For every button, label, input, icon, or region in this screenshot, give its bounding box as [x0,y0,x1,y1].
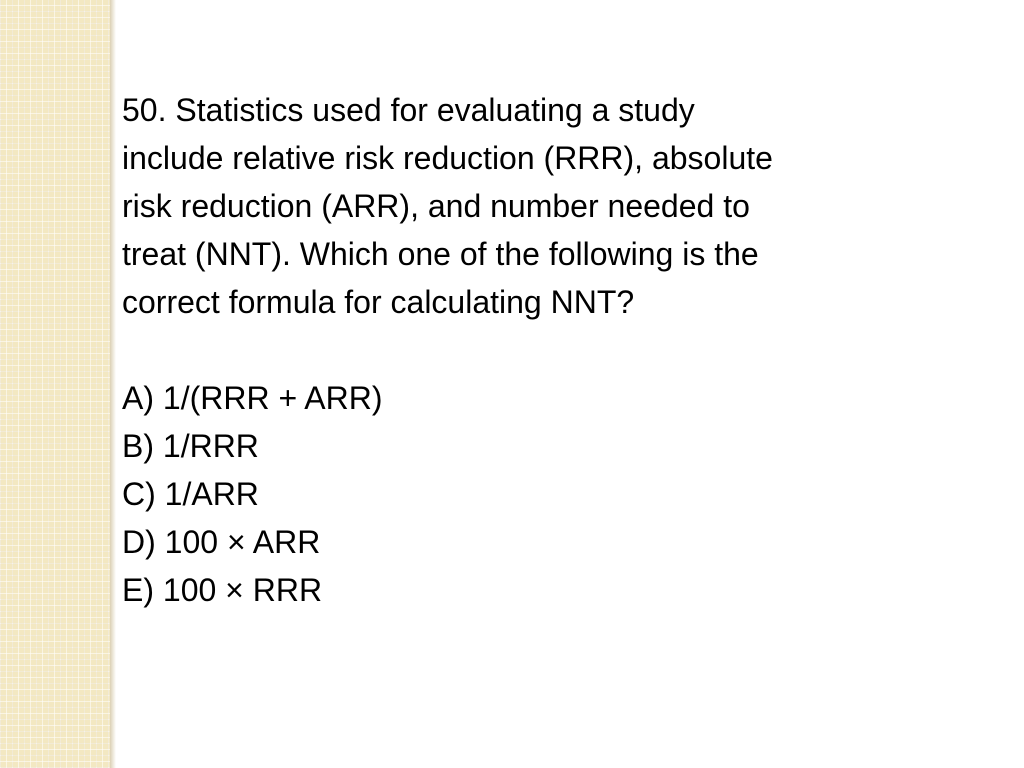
question-line: correct formula for calculating NNT? [122,284,635,320]
question-line: treat (NNT). Which one of the following is the [122,236,759,272]
question-line: 50. Statistics used for evaluating a study [122,92,695,128]
question-line: risk reduction (ARR), and number needed to [122,188,750,224]
answer-option-b: B) 1/RRR [122,428,259,464]
answer-option-e: E) 100 × RRR [122,572,323,608]
slide-content [122,86,982,614]
decorative-sidebar-pattern [0,0,110,768]
answer-option-d: D) 100 × ARR [122,524,321,560]
question-text [122,86,982,326]
answer-option-c: C) 1/ARR [122,476,259,512]
answer-option-a: A) 1/(RRR + ARR) [122,380,383,416]
answer-options [122,374,982,614]
question-line: include relative risk reduction (RRR), absolute [122,140,773,176]
sidebar-shadow [110,0,116,768]
